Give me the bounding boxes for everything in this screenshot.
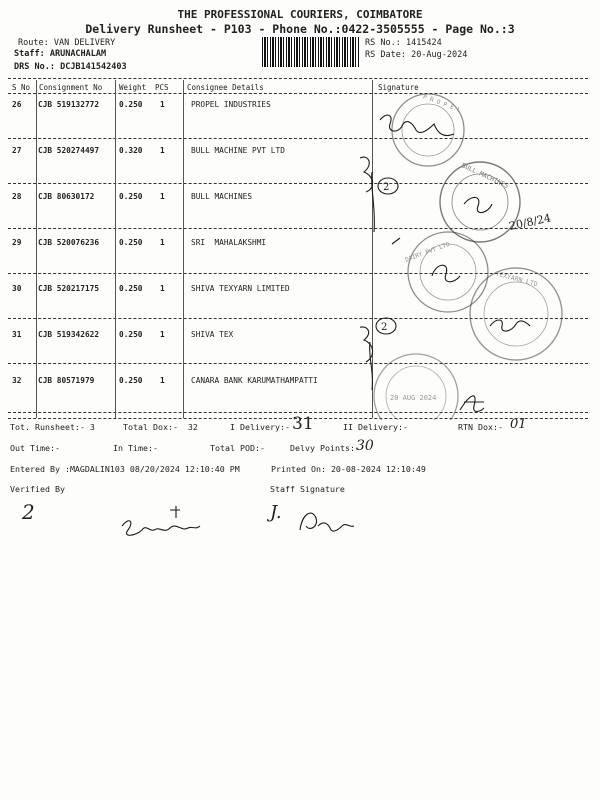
staff-label: Staff: [14, 49, 45, 59]
bull-signature [464, 197, 492, 212]
bull-machines-stamp [440, 161, 520, 242]
row-consignee: CANARA BANK KARUMATHAMPATTI [191, 376, 318, 385]
ii-delivery-label: II Delivery:- [343, 422, 408, 432]
barcode [262, 37, 360, 67]
svg-text:P R O P E L: P R O P E L [421, 93, 462, 114]
row-consignment-no: CJB 520076236 [38, 238, 100, 247]
row-pcs: 1 [160, 284, 165, 293]
canara-bank-stamp [374, 354, 458, 420]
row-weight: 0.250 [119, 284, 143, 293]
col-header-pcs: PCS [155, 83, 169, 92]
rs-no-value: 1415424 [405, 38, 442, 48]
row-consignee: SHIVA TEX [191, 330, 234, 339]
col-header-consignee: Consignee Details [187, 83, 264, 92]
route-line [18, 38, 115, 48]
row-consignment-no: CJB 519132772 [38, 100, 100, 109]
circled-two-digit: 2 [383, 182, 390, 193]
entered-by: Entered By :MAGDALIN103 08/20/2024 12:10:40 PM [10, 464, 240, 474]
row-consignee: BULL MACHINES [191, 192, 253, 201]
row-consignment-no: CJB 519342622 [38, 330, 100, 339]
verifier-signature-stroke [122, 506, 200, 535]
propel-signature [380, 115, 454, 135]
delvy-points-handwritten: 30 [356, 438, 374, 454]
dairy-signature [432, 265, 460, 282]
row-pcs: 1 [160, 100, 165, 109]
row-sno: 27 [12, 146, 22, 155]
row-pcs: 1 [160, 192, 165, 201]
drs-value: DCJB141542403 [60, 62, 127, 72]
row-consignment-no: CJB 520217175 [38, 284, 100, 293]
staff-signature-label: Staff Signature [270, 484, 345, 494]
row-consignment-no: CJB 80630172 [38, 192, 95, 201]
bank-stamp-date: 20 AUG 2024 [390, 394, 437, 402]
verified-mark: 2 [22, 500, 35, 524]
rs-date-value: 20-Aug-2024 [411, 50, 468, 60]
i-delivery-label: I Delivery:- [230, 422, 290, 432]
row-sno: 26 [12, 100, 22, 109]
printed-on: Printed On: 20-08-2024 12:10:49 [271, 464, 426, 474]
bracket-mark [360, 157, 374, 232]
row-pcs: 1 [160, 376, 165, 385]
staff-signature-mark [292, 500, 367, 540]
total-runsheet: Tot. Runsheet:- 3 [10, 422, 95, 432]
row-sno: 29 [12, 238, 22, 247]
route-label: Route: [18, 38, 49, 48]
circled-two-digit: 2 [381, 322, 388, 333]
runsheet-title: Delivery Runsheet - P103 - Phone No.:0422-3505555 - Page No.:3 [85, 22, 515, 36]
row-sno: 30 [12, 284, 22, 293]
row-weight: 0.250 [119, 192, 143, 201]
staff-line [14, 49, 106, 59]
row-sno: 32 [12, 376, 22, 385]
shiva-stamp [470, 268, 562, 360]
row-consignee: PROPEL INDUSTRIES [191, 100, 271, 109]
bracket-mark [360, 327, 373, 390]
row-weight: 0.250 [119, 100, 143, 109]
route-value: VAN DELIVERY [53, 38, 116, 48]
col-header-consignment: Consignment No [39, 83, 103, 92]
staff-sign-initial: J. [270, 502, 282, 523]
rtn-dox-label: RTN Dox:- [458, 422, 503, 432]
verifier-signature [110, 502, 220, 542]
row-consignee: SHIVA TEXYARN LIMITED [191, 284, 290, 293]
drs-label: DRS No.: [14, 62, 55, 72]
rs-no-line [365, 38, 442, 48]
row-consignment-no: CJB 520274497 [38, 146, 100, 155]
row-consignment-no: CJB 80571979 [38, 376, 95, 385]
row-sno: 28 [12, 192, 22, 201]
row-pcs: 1 [160, 146, 165, 155]
shiva-signature [490, 320, 530, 331]
i-delivery-handwritten: 31 [292, 414, 314, 434]
verified-by-label: Verified By [10, 484, 65, 494]
col-divider [183, 80, 184, 418]
rs-date-label: RS Date: [365, 50, 406, 60]
row-weight: 0.320 [119, 146, 143, 155]
drs-line [14, 62, 127, 72]
col-header-sno: S No [12, 83, 31, 92]
row-sno: 31 [12, 330, 22, 339]
staff-value: ARUNACHALAM [49, 49, 107, 59]
tick-mark [392, 238, 400, 244]
rs-no-label: RS No.: [365, 38, 401, 48]
table-top-rule [8, 78, 588, 79]
row-weight: 0.250 [119, 330, 143, 339]
row-consignee: SRI MAHALAKSHMI [191, 238, 267, 247]
rs-date-line [365, 50, 467, 60]
svg-text:BULL MACHINES: BULL MACHINES [460, 161, 510, 191]
stamps-signatures-layer [360, 80, 595, 420]
out-time-label: Out Time:- [10, 443, 60, 453]
svg-text:DAIRY PVT LTD: DAIRY PVT LTD [404, 240, 451, 264]
bull-stamp-date: 20/8/24 [507, 211, 553, 233]
total-dox: Total Dox:- 32 [123, 422, 198, 432]
total-pod-label: Total POD:- [210, 443, 265, 453]
col-divider [115, 80, 116, 418]
row-pcs: 1 [160, 330, 165, 339]
row-consignee: BULL MACHINE PVT LTD [191, 146, 285, 155]
bank-signature [460, 396, 484, 412]
col-divider [36, 80, 37, 418]
row-weight: 0.250 [119, 376, 143, 385]
col-header-signature: Signature [378, 83, 419, 92]
row-pcs: 1 [160, 238, 165, 247]
rtn-dox-handwritten: 01 [510, 417, 527, 432]
in-time-label: In Time:- [113, 443, 158, 453]
row-weight: 0.250 [119, 238, 143, 247]
col-header-weight: Weight [119, 83, 147, 92]
delvy-points-label: Delvy Points:- [290, 443, 360, 453]
company-name: THE PROFESSIONAL COURIERS, COIMBATORE [177, 8, 423, 21]
svg-text:TEXYARN LTD: TEXYARN LTD [494, 269, 539, 289]
staff-signature-stroke [300, 513, 354, 531]
